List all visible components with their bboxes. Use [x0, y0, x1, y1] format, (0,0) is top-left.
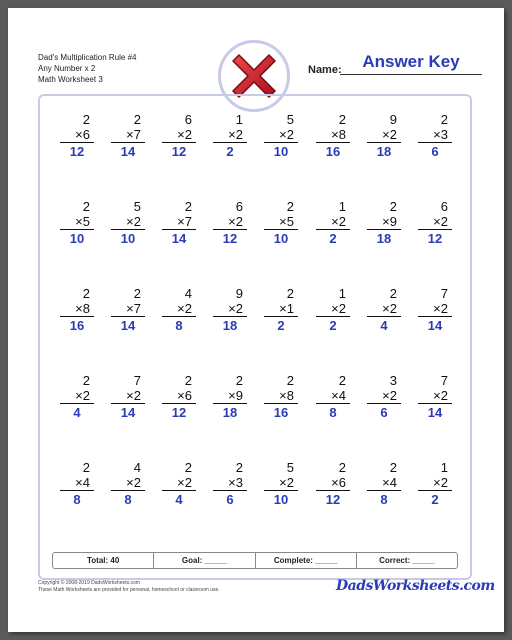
problem-item: [111, 373, 145, 420]
correct-field: Correct: _____: [379, 556, 435, 565]
name-line: [340, 74, 482, 75]
multiplier: ×2: [60, 388, 94, 404]
answer: 10: [273, 492, 289, 507]
problem-item: [418, 286, 452, 333]
answer: 18: [376, 231, 392, 246]
multiplicand: 1: [338, 286, 346, 301]
worksheet-info: [38, 52, 136, 85]
multiplicand: 6: [440, 199, 448, 214]
answer: 2: [431, 492, 439, 507]
multiplicand: 4: [184, 286, 192, 301]
answer: 10: [273, 231, 289, 246]
multiplier: ×2: [162, 127, 196, 143]
problem-item: [111, 460, 145, 507]
problem-item: [367, 373, 401, 420]
multiplier: ×5: [60, 214, 94, 230]
answer: 8: [73, 492, 81, 507]
multiplier: ×2: [213, 127, 247, 143]
answer: 10: [273, 144, 289, 159]
problem-item: [264, 199, 298, 246]
dadsworksheets-logo: DadsWorksheets.com: [336, 578, 495, 594]
answer: 10: [120, 231, 136, 246]
multiplicand: 5: [133, 199, 141, 214]
multiplier: ×4: [316, 388, 350, 404]
problem-item: [111, 199, 145, 246]
problem-item: [264, 286, 298, 333]
problem-item: [367, 112, 401, 159]
multiplier: ×4: [367, 475, 401, 491]
multiplicand: 2: [184, 460, 192, 475]
problem-item: [264, 460, 298, 507]
multiplicand: 2: [82, 112, 90, 127]
problem-item: [316, 286, 350, 333]
answer: 8: [175, 318, 183, 333]
problem-item: [60, 460, 94, 507]
multiplier: ×9: [213, 388, 247, 404]
problem-item: [111, 112, 145, 159]
multiplier: ×7: [162, 214, 196, 230]
problem-item: [367, 286, 401, 333]
problem-item: [213, 199, 247, 246]
multiplicand: 2: [286, 373, 294, 388]
answer: 14: [427, 318, 443, 333]
multiplicand: 9: [389, 112, 397, 127]
multiplier: ×2: [264, 127, 298, 143]
multiplicand: 7: [440, 373, 448, 388]
answer: 18: [222, 318, 238, 333]
multiplier: ×6: [316, 475, 350, 491]
multiplicand: 2: [184, 199, 192, 214]
problem-item: [264, 112, 298, 159]
multiplicand: 2: [133, 286, 141, 301]
problem-item: [60, 112, 94, 159]
worksheet-number: Math Worksheet 3: [38, 75, 103, 84]
answer: 4: [175, 492, 183, 507]
problems-grid: [50, 112, 462, 522]
answer: 16: [325, 144, 341, 159]
problem-item: [418, 460, 452, 507]
problem-item: [316, 112, 350, 159]
multiplicand: 2: [338, 460, 346, 475]
multiplier: ×2: [162, 301, 196, 317]
problem-item: [60, 286, 94, 333]
problem-item: [60, 373, 94, 420]
answer: 14: [171, 231, 187, 246]
multiplicand: 2: [82, 286, 90, 301]
problem-item: [162, 199, 196, 246]
multiplier: ×3: [418, 127, 452, 143]
multiplier: ×8: [264, 388, 298, 404]
usage-line: These Math Worksheets are provided for personal, homeschool or classroom use.: [38, 587, 220, 593]
problem-item: [213, 460, 247, 507]
answer: 8: [124, 492, 132, 507]
multiplier: ×5: [264, 214, 298, 230]
answer: 12: [222, 231, 238, 246]
multiplicand: 7: [440, 286, 448, 301]
multiplier: ×2: [316, 214, 350, 230]
multiplicand: 2: [82, 199, 90, 214]
problem-item: [367, 460, 401, 507]
multiplicand: 2: [389, 460, 397, 475]
problem-item: [367, 199, 401, 246]
multiplicand: 4: [133, 460, 141, 475]
multiplier: ×8: [316, 127, 350, 143]
multiplicand: 1: [440, 460, 448, 475]
multiplier: ×2: [367, 127, 401, 143]
multiplier: ×9: [367, 214, 401, 230]
problem-item: [316, 199, 350, 246]
multiplicand: 5: [286, 460, 294, 475]
multiplier: ×7: [111, 301, 145, 317]
multiplier: ×2: [418, 475, 452, 491]
problem-item: [418, 112, 452, 159]
answer: 14: [427, 405, 443, 420]
multiplier: ×6: [60, 127, 94, 143]
answer: 8: [329, 405, 337, 420]
multiplier: ×2: [162, 475, 196, 491]
answer: 8: [380, 492, 388, 507]
problem-item: [162, 373, 196, 420]
problem-item: [213, 286, 247, 333]
multiplicand: 5: [286, 112, 294, 127]
answer: 12: [171, 405, 187, 420]
multiplier: ×3: [213, 475, 247, 491]
multiplicand: 6: [184, 112, 192, 127]
multiplicand: 2: [440, 112, 448, 127]
answer: 10: [69, 231, 85, 246]
answer: 12: [171, 144, 187, 159]
answer: 4: [73, 405, 81, 420]
multiplicand: 2: [286, 286, 294, 301]
answer: 16: [69, 318, 85, 333]
multiplicand: 9: [235, 286, 243, 301]
answer: 12: [325, 492, 341, 507]
multiplicand: 6: [235, 199, 243, 214]
problem-item: [162, 112, 196, 159]
answer: 2: [226, 144, 234, 159]
problem-item: [162, 286, 196, 333]
total-field: Total: 40: [53, 553, 154, 568]
multiplier: ×2: [418, 388, 452, 404]
answer: 2: [277, 318, 285, 333]
problem-item: [418, 373, 452, 420]
problem-item: [316, 373, 350, 420]
multiplicand: 2: [235, 460, 243, 475]
multiplier: ×2: [213, 214, 247, 230]
multiplier: ×6: [162, 388, 196, 404]
answer: 6: [380, 405, 388, 420]
multiplicand: 2: [338, 112, 346, 127]
score-bar: [52, 552, 458, 569]
answer: 12: [427, 231, 443, 246]
answer: 18: [222, 405, 238, 420]
multiplier: ×2: [111, 214, 145, 230]
answer: 14: [120, 144, 136, 159]
multiplier: ×2: [367, 388, 401, 404]
multiplicand: 2: [389, 286, 397, 301]
multiplicand: 2: [133, 112, 141, 127]
multiplicand: 2: [286, 199, 294, 214]
multiplier: ×2: [264, 475, 298, 491]
answer: 16: [273, 405, 289, 420]
multiplier: ×7: [111, 127, 145, 143]
problem-item: [264, 373, 298, 420]
copyright-notice: [38, 580, 220, 594]
multiplier: ×1: [264, 301, 298, 317]
multiplier: ×2: [418, 214, 452, 230]
multiplier: ×2: [111, 475, 145, 491]
answer: 6: [226, 492, 234, 507]
multiplicand: 2: [338, 373, 346, 388]
multiplier: ×2: [316, 301, 350, 317]
problem-item: [213, 373, 247, 420]
problem-item: [418, 199, 452, 246]
answer: 12: [69, 144, 85, 159]
answer: 18: [376, 144, 392, 159]
answer: 6: [431, 144, 439, 159]
complete-field: Complete: _____: [256, 553, 357, 568]
answer: 2: [329, 318, 337, 333]
worksheet-title: Dad's Multiplication Rule #4: [38, 53, 137, 62]
multiplicand: 2: [82, 373, 90, 388]
multiplicand: 7: [133, 373, 141, 388]
problem-item: [60, 199, 94, 246]
answer: 2: [329, 231, 337, 246]
multiplier: ×2: [111, 388, 145, 404]
multiplicand: 1: [338, 199, 346, 214]
answer-key-title: Answer Key: [362, 52, 460, 71]
worksheet-subtitle: Any Number x 2: [38, 64, 96, 73]
problem-item: [316, 460, 350, 507]
multiplier: ×2: [367, 301, 401, 317]
multiplicand: 1: [235, 112, 243, 127]
copyright-line: Copyright © 2008-2019 DadsWorksheets.com: [38, 580, 140, 586]
answer: 4: [380, 318, 388, 333]
multiplicand: 2: [235, 373, 243, 388]
multiplier: ×8: [60, 301, 94, 317]
problem-item: [111, 286, 145, 333]
name-label: Name:: [308, 64, 342, 76]
multiplicand: 2: [82, 460, 90, 475]
multiplicand: 2: [389, 199, 397, 214]
answer: 14: [120, 318, 136, 333]
multiplier: ×2: [418, 301, 452, 317]
goal-field: Goal: _____: [154, 553, 255, 568]
answer: 14: [120, 405, 136, 420]
multiplicand: 2: [184, 373, 192, 388]
problem-item: [162, 460, 196, 507]
problem-item: [213, 112, 247, 159]
multiplicand: 3: [389, 373, 397, 388]
multiplier: ×4: [60, 475, 94, 491]
multiplier: ×2: [213, 301, 247, 317]
